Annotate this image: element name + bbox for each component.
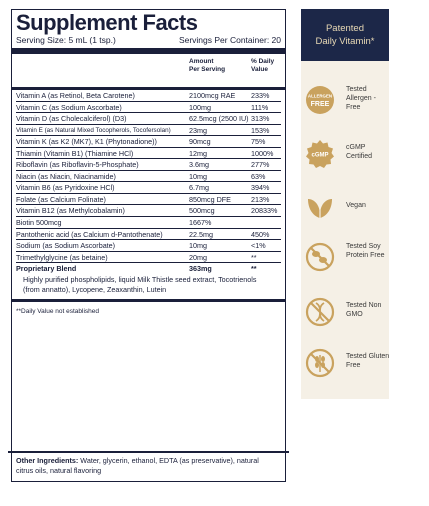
amount-header: Amount Per Serving <box>189 58 226 73</box>
nutrient-row: Vitamin E (as Natural Mixed Tocopherols, Tocofersolan) 23mg 153% <box>16 125 281 137</box>
nutrient-row: Vitamin B6 (as Pyridoxine HCl) 6.7mg 394% <box>16 182 281 194</box>
nutrient-row: Thiamin (Vitamin B1) (Thiamine HCl) 12mg 1000% <box>16 148 281 160</box>
nutrient-row: Vitamin A (as Retinol, Beta Carotene) 2100mcg RAE 233% <box>16 90 281 102</box>
nutrient-row: Pantothenic acid (as Calcium d-Pantothenate) 22.5mg 450% <box>16 229 281 241</box>
daily-value-footnote: **Daily Value not established <box>16 307 99 315</box>
nutrient-row: Sodium (as Sodium Ascorbate) 10mg <1% <box>16 240 281 252</box>
nutrient-row: Vitamin C (as Sodium Ascorbate) 100mg 111% <box>16 102 281 114</box>
soy-free-icon <box>305 242 335 272</box>
vegan-leaf-icon <box>305 191 335 221</box>
badge-soy-free <box>305 242 389 278</box>
badge-cgmp <box>305 139 389 175</box>
nutrient-row: Vitamin K (as K2 (MK7), K1 (Phytonadione)) 90mcg 75% <box>16 136 281 148</box>
badge-gluten-free <box>305 348 389 384</box>
nutrient-row: Folate (as Calcium Folinate) 850mcg DFE 213% <box>16 194 281 206</box>
other-ingredients: Other Ingredients: Water, glycerin, ethanol, EDTA (as preservative), natural citrus oils, natural flavoring <box>16 456 259 475</box>
serving-size: Serving Size: 5 mL (1 tsp.) <box>16 35 116 45</box>
non-gmo-icon <box>305 297 335 327</box>
svg-text:ALLERGEN: ALLERGEN <box>307 93 333 99</box>
nutrient-row: Vitamin D (as Cholecalciferol) (D3) 62.5mcg (2500 IU) 313% <box>16 113 281 125</box>
blend-description: Highly purified phospholipids, liquid Milk Thistle seed extract, Tocotrienols (from annatto), Lycopene, Zeaxanthin, Lutein <box>23 274 257 294</box>
badge-label: Tested Allergen -Free <box>346 86 376 111</box>
svg-text:cGMP: cGMP <box>311 152 329 159</box>
nutrient-row: Trimethylglycine (as betaine) 20mg ** <box>16 252 281 264</box>
ingredients-divider <box>8 451 289 453</box>
badge-non-gmo <box>305 297 389 333</box>
patented-banner: Patented Daily Vitamin* <box>301 9 389 61</box>
certification-panel <box>301 9 389 399</box>
proprietary-blend-row: Proprietary Blend 363mg ** <box>16 264 257 274</box>
badge-label: Tested Non GMO <box>346 302 382 318</box>
nutrient-row: Niacin (as Niacin, Niacinamide) 10mg 63% <box>16 171 281 183</box>
badge-label: Tested Gluten Free <box>346 353 390 369</box>
nutrient-row: Vitamin B12 (as Methylcobalamin) 500mcg 20833% <box>16 205 281 217</box>
nutrient-row: Biotin 500mcg 1667% <box>16 217 281 229</box>
daily-value-header: % Daily Value <box>251 58 275 73</box>
badge-allergen-free <box>305 85 389 121</box>
servings-per-container: Servings Per Container: 20 <box>178 35 281 45</box>
column-headers <box>16 54 281 87</box>
svg-text:FREE: FREE <box>310 101 330 108</box>
badge-vegan <box>305 191 389 227</box>
badge-label: cGMP Certified <box>346 144 373 160</box>
badge-label: Tested Soy Protein Free <box>346 243 385 259</box>
bottom-divider <box>12 299 285 302</box>
serving-info <box>16 35 281 46</box>
gluten-free-icon <box>305 348 335 378</box>
facts-title: Supplement Facts <box>16 10 198 35</box>
badge-label: Vegan <box>346 202 366 209</box>
allergen-free-icon <box>305 85 335 115</box>
supplement-facts-panel <box>11 9 286 482</box>
cgmp-icon <box>305 139 335 169</box>
nutrient-row: Riboflavin (as Riboflavin-5-Phosphate) 3.6mg 277% <box>16 159 281 171</box>
